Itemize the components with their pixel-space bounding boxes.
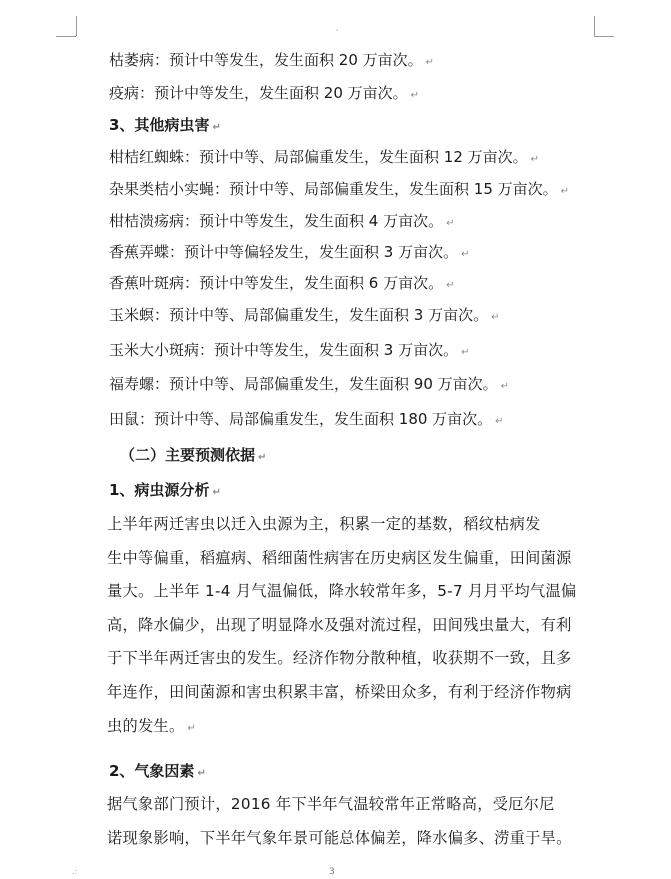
paragraph-mark-icon: ↵ <box>461 249 470 260</box>
text-line: 枯萎病：预计中等发生，发生面积 20 万亩次。 ↵ <box>109 51 435 69</box>
header-mark: ' <box>336 28 339 37</box>
footer-mark: .: <box>72 867 78 876</box>
section-heading: 1、病虫源分析 ↵ <box>109 481 221 499</box>
paragraph-mark-icon: ↵ <box>410 90 420 101</box>
text-line: 柑桔红蜘蛛：预计中等、局部偏重发生，发生面积 12 万亩次。 ↵ <box>109 148 540 166</box>
paragraph-mark-icon: ↵ <box>560 186 570 197</box>
paragraph-mark-icon: ↵ <box>491 312 500 323</box>
paragraph-mark-icon: ↵ <box>197 768 206 779</box>
paragraph-line: 高，降水偏少，出现了明显降水及强对流过程，田间残虫量大，有利 <box>107 615 572 634</box>
text-line: 福寿螺：预计中等、局部偏重发生，发生面积 90 万亩次。 ↵ <box>109 375 510 393</box>
paragraph-mark-icon: ↵ <box>495 416 504 427</box>
paragraph-mark-icon: ↵ <box>446 218 455 229</box>
paragraph-line: 年连作，田间菌源和害虫积累丰富，桥梁田众多，有利于经济作物病 <box>107 682 572 701</box>
page-number: 3 <box>329 867 335 877</box>
paragraph-line: 虫的发生。 ↵ <box>107 716 197 735</box>
paragraph-mark-icon: ↵ <box>258 452 267 463</box>
section-heading: 2、气象因素 ↵ <box>109 762 206 780</box>
text-line: 杂果类桔小实蝇：预计中等、局部偏重发生，发生面积 15 万亩次。 ↵ <box>109 180 570 198</box>
body-paragraph <box>107 788 585 855</box>
text-line: 柑桔溃疡病：预计中等发生，发生面积 4 万亩次。 ↵ <box>109 212 455 230</box>
section-heading: （二）主要预测依据 ↵ <box>120 446 267 464</box>
text-line: 香蕉叶斑病：预计中等发生，发生面积 6 万亩次。 ↵ <box>109 274 455 292</box>
paragraph-mark-icon: ↵ <box>212 487 221 498</box>
paragraph-mark-icon: ↵ <box>500 381 510 392</box>
paragraph-line: 上半年两迁害虫以迁入虫源为主，积累一定的基数，稻纹枯病发 <box>107 515 541 533</box>
paragraph-mark-icon: ↵ <box>530 154 540 165</box>
body-paragraph <box>107 508 585 745</box>
crop-mark-top-left <box>56 16 77 36</box>
text-line: 玉米螟：预计中等、局部偏重发生，发生面积 3 万亩次。 ↵ <box>109 306 500 324</box>
crop-mark-top-left-h <box>56 36 76 37</box>
paragraph-mark-icon: ↵ <box>212 122 221 133</box>
paragraph-mark-icon: ↵ <box>187 722 197 734</box>
text-line: 田鼠：预计中等、局部偏重发生，发生面积 180 万亩次。 ↵ <box>109 410 504 428</box>
paragraph-line: 于下半年两迁害虫的发生。经济作物分散种植，收获期不一致，且多 <box>107 649 572 668</box>
crop-mark-top-right <box>594 16 615 36</box>
text-line: 疫病：预计中等发生，发生面积 20 万亩次。 ↵ <box>109 84 420 102</box>
text-line: 玉米大小斑病：预计中等发生，发生面积 3 万亩次。 ↵ <box>109 341 470 359</box>
text-line: 香蕉弄蝶：预计中等偏轻发生，发生面积 3 万亩次。 ↵ <box>109 243 470 261</box>
paragraph-line: 生中等偏重，稻瘟病、稻细菌性病害在历史病区发生偏重，田间菌源 <box>107 548 572 567</box>
paragraph-mark-icon: ↵ <box>461 347 470 358</box>
paragraph-line: 量大。上半年 1-4 月气温偏低，降水较常年多，5-7 月月平均气温偏 <box>107 582 577 601</box>
section-heading: 3、其他病虫害 ↵ <box>109 116 221 134</box>
paragraph-mark-icon: ↵ <box>446 280 455 291</box>
crop-mark-top-right-h <box>594 36 614 37</box>
paragraph-line: 诺现象影响，下半年气象年景可能总体偏差，降水偏多、涝重于旱。 <box>107 828 572 847</box>
paragraph-mark-icon: ↵ <box>425 57 435 68</box>
paragraph-line: 据气象部门预计，2016 年下半年气温较常年正常略高，受厄尔尼 <box>107 795 555 813</box>
